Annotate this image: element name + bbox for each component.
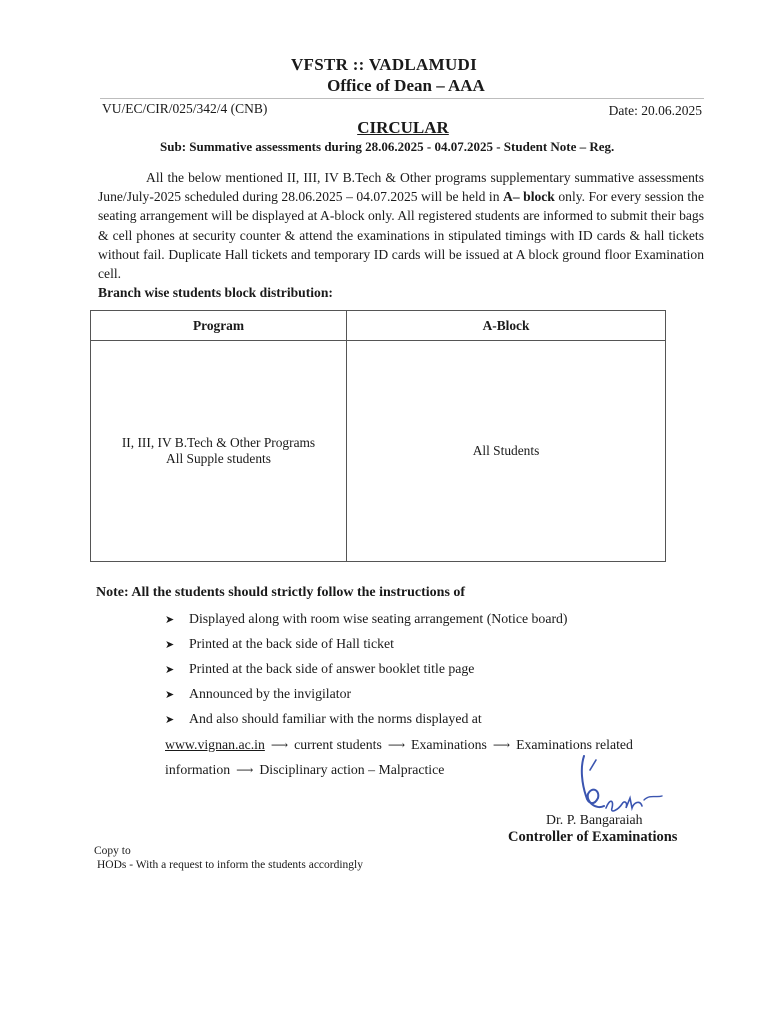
table-cell-program <box>91 341 347 562</box>
list-item: ➤ And also should familiar with the norms displayed at <box>165 711 482 726</box>
table-header-program: Program <box>91 311 347 341</box>
para-a-block: A– block <box>503 189 555 205</box>
path-step-information: information <box>165 762 231 777</box>
copy-to-label: Copy to <box>94 845 131 857</box>
long-right-arrow-icon: ⟶ <box>492 738 511 752</box>
path-step-disciplinary-action: Disciplinary action – Malpractice <box>259 762 445 777</box>
table-row <box>91 341 666 562</box>
branch-heading: Branch wise students block distribution: <box>98 285 333 300</box>
circular-reference-number: VU/EC/CIR/025/342/4 (CNB) <box>102 101 268 116</box>
circular-subject: Sub: Summative assessments during 28.06.2025 - 04.07.2025 - Student Note – Reg. <box>160 139 615 154</box>
table-header-block: A-Block <box>347 311 666 341</box>
list-item: ➤ Printed at the back side of Hall ticket <box>165 636 394 651</box>
long-right-arrow-icon: ⟶ <box>270 738 289 752</box>
header-divider <box>100 98 704 99</box>
website-link[interactable]: www.vignan.ac.in <box>165 737 265 752</box>
list-item: ➤ Displayed along with room wise seating arrangement (Notice board) <box>165 611 568 626</box>
circular-date: Date: 20.06.2025 <box>608 103 702 118</box>
path-step-examinations-related: Examinations related <box>516 737 633 752</box>
long-right-arrow-icon: ⟶ <box>236 763 254 777</box>
path-step-examinations: Examinations <box>411 737 487 752</box>
para-text-2: only. For every session the seating arrangement will be displayed at A-block only. All registered students are informed to submit their bags & cell phones at security counter & attend the examinations in stipulated timings with ID cards & hall tickets without fail. Duplicate Hall tickets and temporary ID cards will be issued at A block ground floor Examination cell. <box>98 189 704 282</box>
signatory-role: Controller of Examinations <box>508 829 678 845</box>
table-header-row <box>91 311 666 341</box>
institution-title: VFSTR :: VADLAMUDI <box>290 55 478 74</box>
program-line-1: II, III, IV B.Tech & Other Programs <box>121 435 316 450</box>
para-text-1: All the below mentioned II, III, IV B.Tech & Other programs supplementary summative assessments June/July-2025 scheduled during 28.06.2025 – 04.07.2025 will be held in <box>98 170 704 205</box>
long-right-arrow-icon: ⟶ <box>387 738 406 752</box>
navigation-path-line-1 <box>165 737 633 753</box>
arrowhead-bullet-icon: ➤ <box>165 714 175 726</box>
circular-body-paragraph <box>98 168 704 283</box>
list-item: ➤ Announced by the invigilator <box>165 686 352 701</box>
arrowhead-bullet-icon: ➤ <box>165 639 175 651</box>
note-heading: Note: All the students should strictly follow the instructions of <box>96 585 466 600</box>
arrowhead-bullet-icon: ➤ <box>165 614 175 626</box>
list-item: ➤ Printed at the back side of answer booklet title page <box>165 661 475 676</box>
arrowhead-bullet-icon: ➤ <box>165 664 175 676</box>
navigation-path-line-2 <box>165 762 444 778</box>
block-distribution-table <box>90 310 666 562</box>
arrowhead-bullet-icon: ➤ <box>165 689 175 701</box>
path-step-current-students: current students <box>294 737 382 752</box>
table-cell-block: All Students <box>347 341 666 562</box>
copy-recipients: HODs - With a request to inform the students accordingly <box>97 859 364 871</box>
circular-heading: CIRCULAR <box>357 118 449 137</box>
program-line-2: All Supple students <box>166 451 271 466</box>
office-title: Office of Dean – AAA <box>327 76 485 95</box>
signatory-name: Dr. P. Bangaraiah <box>546 812 643 827</box>
